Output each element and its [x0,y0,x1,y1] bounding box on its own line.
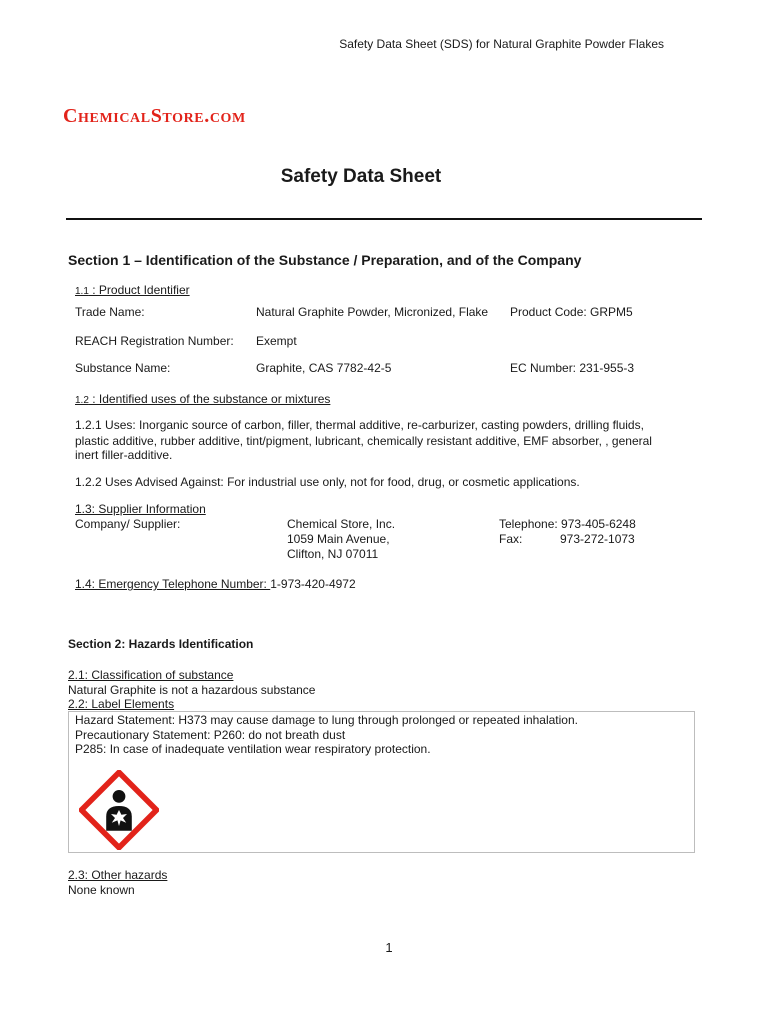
subsection-number: 1.2 [75,395,89,406]
uses-line-3: inert filler-additive. [75,448,173,462]
substance-value: Graphite, CAS 7782-42-5 [256,361,392,375]
subsection-1-2-heading [75,392,330,408]
substance-label: Substance Name: [75,361,171,375]
subsection-label: : Product Identifier [88,283,190,297]
section1-heading: Section 1 – Identification of the Substance / Preparation, and of the Company [68,252,582,268]
precautionary-statement: Precautionary Statement: P260: do not breath dust [75,728,346,742]
page-number: 1 [385,940,393,955]
product-code: Product Code: GRPM5 [510,305,633,319]
reach-value: Exempt [256,334,297,348]
trade-name-value: Natural Graphite Powder, Micronized, Flake [256,305,489,319]
title-divider [66,218,702,220]
uses-line-2: plastic additive, rubber additive, tint/pigment, lubricant, chemically resistant additive, EMF absorber, , general [75,434,652,448]
trade-name-label: Trade Name: [75,305,145,319]
ec-number: EC Number: 231-955-3 [510,361,635,375]
p285-statement: P285: In case of inadequate ventilation wear respiratory protection. [75,742,431,756]
other-hazards-value: None known [68,883,135,897]
address-line-2: 1059 Main Avenue, [287,532,390,546]
fax-value: 973-272-1073 [560,532,635,546]
classification-value: Natural Graphite is not a hazardous substance [68,683,316,697]
subsection-label: : Identified uses of the substance or mixtures [88,392,331,406]
brand-logo: ChemicalStore.com [63,105,246,127]
classification-heading: 2.1: Classification of substance [68,668,234,682]
label-elements-heading: 2.2: Label Elements [68,697,175,711]
section2-heading: Section 2: Hazards Identification [68,637,254,651]
running-header: Safety Data Sheet (SDS) for Natural Graphite Powder Flakes [339,37,664,51]
emergency-value: 1-973-420-4972 [270,577,356,591]
hazard-statement: Hazard Statement: H373 may cause damage to lung through prolonged or repeated inhalation. [75,713,578,727]
subsection-1-1-heading [75,283,190,299]
other-hazards-heading: 2.3: Other hazards [68,868,168,882]
uses-advised-against: 1.2.2 Uses Advised Against: For industrial use only, not for food, drug, or cosmetic applications. [75,475,580,489]
fax-label: Fax: [499,532,523,546]
address-line-3: Clifton, NJ 07011 [287,547,379,561]
company-label: Company/ Supplier: [75,517,181,531]
telephone: Telephone: 973-405-6248 [499,517,636,531]
emergency-label: 1.4: Emergency Telephone Number: [75,577,271,591]
subsection-number: 1.1 [75,286,89,297]
emergency-line [75,577,356,591]
uses-line-1: 1.2.1 Uses: Inorganic source of carbon, filler, thermal additive, re-carburizer, casting powders, drilling fluids, [75,418,644,432]
document-title: Safety Data Sheet [280,166,442,187]
supplier-heading: 1.3: Supplier Information [75,502,206,516]
reach-label: REACH Registration Number: [75,334,234,348]
ghs08-health-hazard-icon [79,770,159,850]
address-line-1: Chemical Store, Inc. [287,517,396,531]
